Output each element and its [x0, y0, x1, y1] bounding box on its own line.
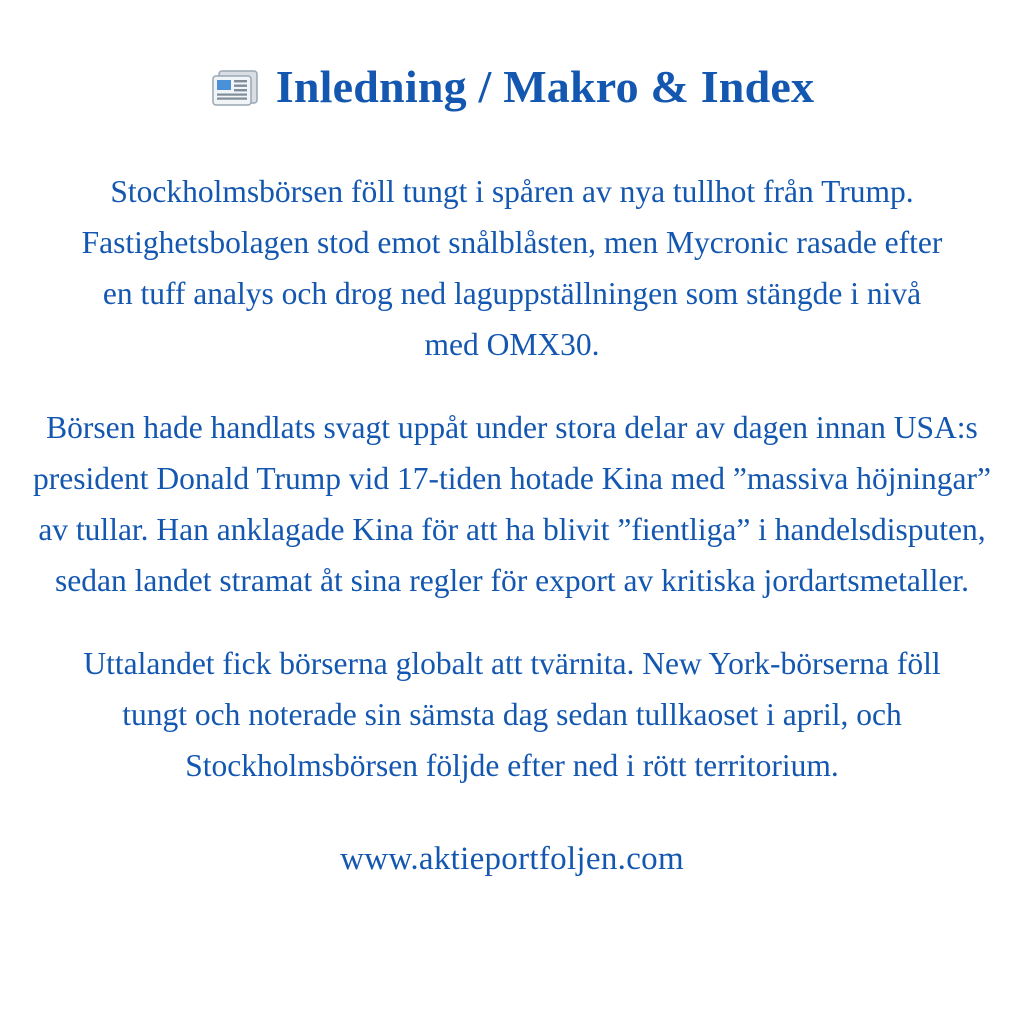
newspaper-icon — [210, 64, 262, 110]
page-title: Inledning / Makro & Index — [275, 61, 815, 112]
website-footer[interactable]: www.aktieportfoljen.com — [340, 841, 684, 878]
paragraph-2: Börsen hade handlats svagt uppåt under stora delar av dagen innan USA:s president Donald Trump vid 17-tiden hotade Kina med ”massiva höjningar” av tullar. Han anklagade Kina för att ha blivit ”fientliga” i handelsdisputen, sedan landet stramat åt sina regler för export av kritiska jordartsmetaller. — [33, 410, 991, 599]
paragraph-3: Uttalandet fick börserna globalt att tvärnita. New York-börserna föll tungt och noterade sin sämsta dag sedan tullkaoset i april, och Stockholmsbörsen följde efter ned i rött territorium. — [83, 646, 941, 784]
header — [210, 61, 815, 112]
paragraph-1: Stockholmsbörsen föll tungt i spåren av nya tullhot från Trump. Fastighetsbolagen stod emot snålblåsten, men Mycronic rasade efter en tuff analys och drog ned laguppställningen som stängde i nivå med OMX30. — [81, 174, 943, 363]
